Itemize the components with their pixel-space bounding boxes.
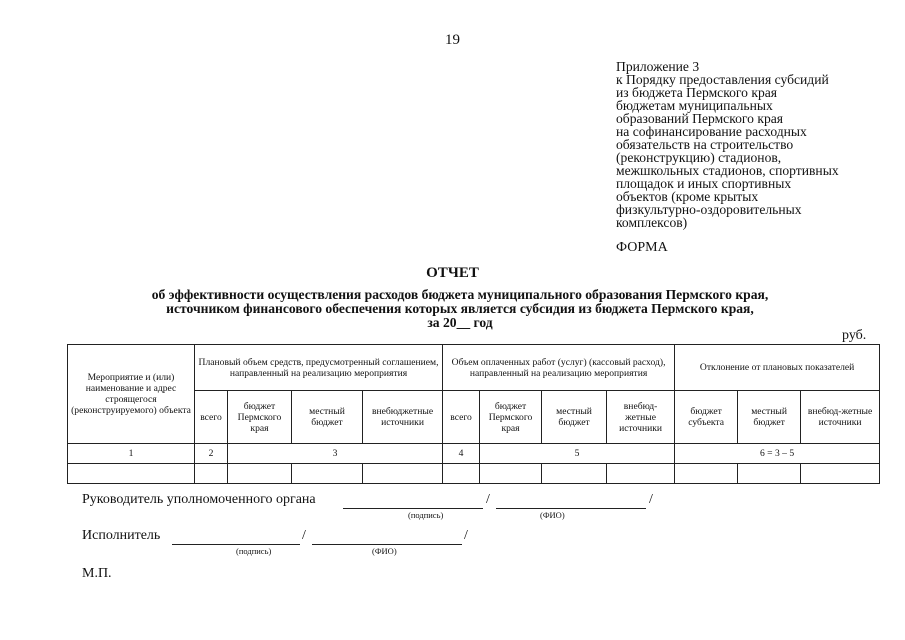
appendix-line: к Порядку предоставления субсидий: [616, 72, 829, 87]
appendix-line: объектов (кроме крытых: [616, 189, 759, 204]
subheader-cell: внебюд-жетные источники: [801, 391, 880, 444]
subheader-cell: внебюд-жетные источники: [607, 391, 675, 444]
appendix-block: [616, 60, 896, 229]
subtitle-line: за 20__ год: [427, 315, 493, 330]
table-row: [68, 464, 880, 484]
report-subtitle: [60, 288, 860, 330]
empty-cell[interactable]: [607, 464, 675, 484]
column-number: 1: [68, 444, 195, 464]
subheader-cell: местный бюджет: [738, 391, 801, 444]
appendix-line: физкультурно-оздоровительных: [616, 202, 802, 217]
empty-cell[interactable]: [443, 464, 480, 484]
header-paid: Объем оплаченных работ (услуг) (кассовый расход), направленный на реализацию мероприятия: [443, 345, 675, 391]
subheader-cell: бюджет субъекта: [675, 391, 738, 444]
subheader-cell: местный бюджет: [292, 391, 363, 444]
empty-cell[interactable]: [195, 464, 228, 484]
signature-caption: (подпись): [408, 510, 444, 520]
empty-cell[interactable]: [801, 464, 880, 484]
currency-unit: руб.: [842, 328, 867, 343]
executor-name-line[interactable]: [312, 530, 462, 545]
subtitle-line: об эффективности осуществления расходов бюджета муниципального образования Пермского края,: [151, 287, 769, 302]
column-number: 2: [195, 444, 228, 464]
empty-cell[interactable]: [738, 464, 801, 484]
header-object: Мероприятие и (или) наименование и адрес строящегося (реконструируемого) объекта: [68, 345, 195, 444]
subtitle-line: источником финансового обеспечения которых является субсидия из бюджета Пермского края,: [166, 301, 754, 316]
slash-separator: /: [649, 492, 653, 507]
column-number: 6 = 3 – 5: [675, 444, 880, 464]
empty-cell[interactable]: [292, 464, 363, 484]
empty-cell[interactable]: [480, 464, 542, 484]
executor-label: Исполнитель: [82, 528, 161, 543]
stamp-label: М.П.: [82, 566, 112, 581]
form-label: ФОРМА: [616, 240, 668, 255]
appendix-line: на софинансирование расходных: [616, 124, 807, 139]
report-table: [67, 344, 880, 484]
empty-cell[interactable]: [363, 464, 443, 484]
appendix-line: Приложение 3: [616, 59, 700, 74]
empty-cell[interactable]: [228, 464, 292, 484]
subheader-cell: всего: [195, 391, 228, 444]
column-number: 3: [228, 444, 443, 464]
appendix-line: комплексов): [616, 215, 688, 230]
report-title: ОТЧЕТ: [426, 265, 479, 281]
slash-separator: /: [302, 528, 306, 543]
subheader-cell: всего: [443, 391, 480, 444]
appendix-line: (реконструкцию) стадионов,: [616, 150, 782, 165]
subheader-cell: бюджет Пермского края: [228, 391, 292, 444]
executor-signature-line[interactable]: [172, 530, 300, 545]
appendix-line: образований Пермского края: [616, 111, 784, 126]
empty-cell[interactable]: [542, 464, 607, 484]
name-caption: (ФИО): [372, 546, 397, 556]
appendix-line: обязательств на строительство: [616, 137, 794, 152]
appendix-line: из бюджета Пермского края: [616, 85, 778, 100]
column-number: 4: [443, 444, 480, 464]
head-name-line[interactable]: [496, 494, 646, 509]
empty-cell[interactable]: [68, 464, 195, 484]
page-number: 19: [445, 32, 460, 48]
header-deviation: Отклонение от плановых показателей: [675, 345, 880, 391]
signature-caption: (подпись): [236, 546, 272, 556]
appendix-line: межшкольных стадионов, спортивных: [616, 163, 839, 178]
empty-cell[interactable]: [675, 464, 738, 484]
head-signature-label: Руководитель уполномоченного органа: [82, 492, 316, 507]
subheader-cell: бюджет Пермского края: [480, 391, 542, 444]
slash-separator: /: [486, 492, 490, 507]
appendix-line: площадок и иных спортивных: [616, 176, 792, 191]
slash-separator: /: [464, 528, 468, 543]
subheader-cell: местный бюджет: [542, 391, 607, 444]
name-caption: (ФИО): [540, 510, 565, 520]
subheader-cell: внебюджетные источники: [363, 391, 443, 444]
appendix-line: бюджетам муниципальных: [616, 98, 773, 113]
head-signature-line[interactable]: [343, 494, 483, 509]
header-planned: Плановый объем средств, предусмотренный соглашением, направленный на реализацию мероприятия: [195, 345, 443, 391]
column-number: 5: [480, 444, 675, 464]
